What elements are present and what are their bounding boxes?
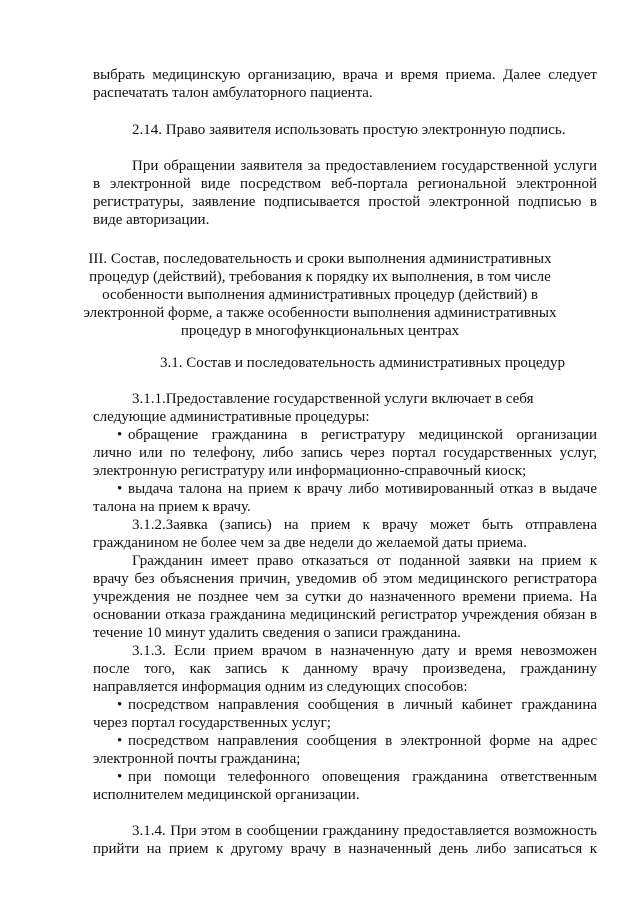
paragraph-line: направляется информация одним из следующих способов: xyxy=(93,679,468,695)
section-title-line: процедур (действий), требования к порядку их выполнения, в том числе xyxy=(89,269,551,285)
section-heading-3-1: 3.1. Состав и последовательность административных процедур xyxy=(160,355,566,371)
paragraph-line: гражданином не более чем за две недели до желаемой даты приема. xyxy=(93,535,527,551)
paragraph-line: 3.1.2.Заявка (запись) на прием к врачу может быть отправлена xyxy=(132,517,597,533)
paragraph-line: 3.1.3. Если прием врачом в назначенную дату и время невозможен xyxy=(132,643,597,659)
paragraph-line: течение 10 минут удалить сведения о записи гражданина. xyxy=(93,625,461,641)
list-item-line: обращение гражданина в регистратуру медицинской организации xyxy=(128,427,597,443)
bullet-icon: • xyxy=(117,733,123,749)
list-item-line: электронную регистратуру или информационно-справочный киоск; xyxy=(93,463,527,479)
list-item-line: при помощи телефонного оповещения гражданина ответственным xyxy=(128,769,597,785)
section-title-line: III. Состав, последовательность и сроки выполнения административных xyxy=(88,251,552,267)
paragraph-line: При обращении заявителя за предоставлением государственной услуги xyxy=(132,158,597,174)
list-item-line: исполнителем медицинской организации. xyxy=(93,787,360,803)
list-item-line: талона на прием к врачу. xyxy=(93,499,251,515)
paragraph-line: прийти на прием к другому врачу в назначенный день либо записаться к xyxy=(93,841,597,857)
paragraph-line: 3.1.1.Предоставление государственной услуги включает в себя xyxy=(132,391,534,407)
section-heading-2-14: 2.14. Право заявителя использовать простую электронную подпись. xyxy=(132,122,566,138)
bullet-icon: • xyxy=(117,481,123,497)
paragraph-line: после того, как запись к данному врачу произведена, гражданину xyxy=(93,661,597,677)
list-item-line: через портал государственных услуг; xyxy=(93,715,331,731)
paragraph-line: регистратуры, заявление подписывается простой электронной подписью в xyxy=(93,194,597,210)
list-item-line: лично или по телефону, либо запись через портал государственных услуг, xyxy=(93,445,597,461)
paragraph-line: врачу без объяснения причин, уведомив об этом медицинского регистратора xyxy=(93,571,597,587)
bullet-icon: • xyxy=(117,769,123,785)
section-title-line: особенности выполнения административных процедур (действий) в xyxy=(102,287,538,303)
paragraph-line: 3.1.4. При этом в сообщении гражданину предоставляется возможность xyxy=(132,823,597,839)
list-item-line: посредством направления сообщения в личный кабинет гражданина xyxy=(128,697,597,713)
bullet-icon: • xyxy=(117,427,123,443)
paragraph-line: учреждения не позднее чем за сутки до назначенного времени приема. На xyxy=(93,589,597,605)
paragraph-line: в электронной виде посредством веб-портала региональной электронной xyxy=(93,176,597,192)
paragraph-line: Гражданин имеет право отказаться от поданной заявки на прием к xyxy=(132,553,597,569)
section-title-line: процедур в многофункциональных центрах xyxy=(180,323,460,339)
paragraph-line: выбрать медицинскую организацию, врача и время приема. Далее следует xyxy=(93,67,597,83)
paragraph-line: распечатать талон амбулаторного пациента. xyxy=(93,85,373,101)
paragraph-line: следующие административные процедуры: xyxy=(93,409,370,425)
section-title-line: электронной форме, а также особенности выполнения административных xyxy=(83,305,557,321)
list-item-line: электронной почты гражданина; xyxy=(93,751,301,767)
bullet-icon: • xyxy=(117,697,123,713)
list-item-line: выдача талона на прием к врачу либо мотивированный отказ в выдаче xyxy=(128,481,597,497)
paragraph-line: основании отказа гражданина медицинский регистратор учреждения обязан в xyxy=(93,607,597,623)
paragraph-line: виде авторизации. xyxy=(93,212,210,228)
list-item-line: посредством направления сообщения в электронной форме на адрес xyxy=(128,733,597,749)
